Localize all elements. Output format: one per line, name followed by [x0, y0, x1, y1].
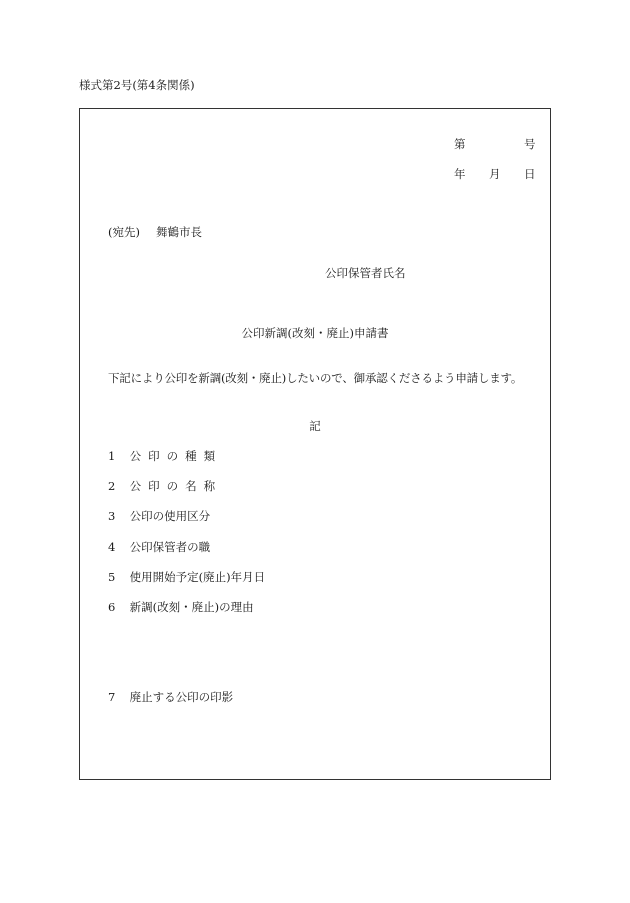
item-6 [108, 602, 254, 614]
form-number-label: 様式第2号(第4条関係) [79, 78, 195, 92]
item-label: 新調(改刻・廃止)の理由 [129, 600, 254, 614]
ki-heading: 記 [309, 419, 321, 433]
doc-number-prefix: 第 [454, 137, 466, 151]
item-number: 1 [108, 449, 116, 463]
item-number: 7 [108, 690, 116, 704]
item-1 [108, 451, 222, 463]
item-label: 使用開始予定(廃止)年月日 [129, 570, 266, 584]
item-label: 公印保管者の職 [129, 540, 211, 554]
body-text: 下記により公印を新調(改刻・廃止)したいので、御承認くださるよう申請します。 [108, 371, 523, 385]
document-title: 公印新調(改刻・廃止)申請書 [241, 326, 389, 340]
item-5 [108, 572, 265, 584]
date-month: 月 [489, 167, 501, 181]
application-form-frame [79, 108, 551, 780]
item-number: 6 [108, 600, 116, 614]
doc-number-suffix: 号 [524, 137, 536, 151]
item-label: 廃止する公印の印影 [129, 690, 234, 704]
item-number: 2 [108, 479, 116, 493]
addressee-name: 舞鶴市長 [156, 225, 202, 239]
item-7 [108, 692, 233, 704]
item-label: 公印の名称 [129, 479, 223, 493]
date-year: 年 [454, 167, 466, 181]
item-number: 5 [108, 570, 116, 584]
item-number: 3 [108, 509, 116, 523]
item-label: 公印の種類 [129, 449, 223, 463]
item-4 [108, 542, 210, 554]
custodian-name-label: 公印保管者氏名 [325, 266, 406, 280]
date-day: 日 [524, 167, 536, 181]
item-2 [108, 481, 222, 493]
addressee-prefix: (宛先) [108, 225, 140, 239]
item-label: 公印の使用区分 [129, 509, 211, 523]
item-3 [108, 511, 210, 523]
item-number: 4 [108, 540, 116, 554]
